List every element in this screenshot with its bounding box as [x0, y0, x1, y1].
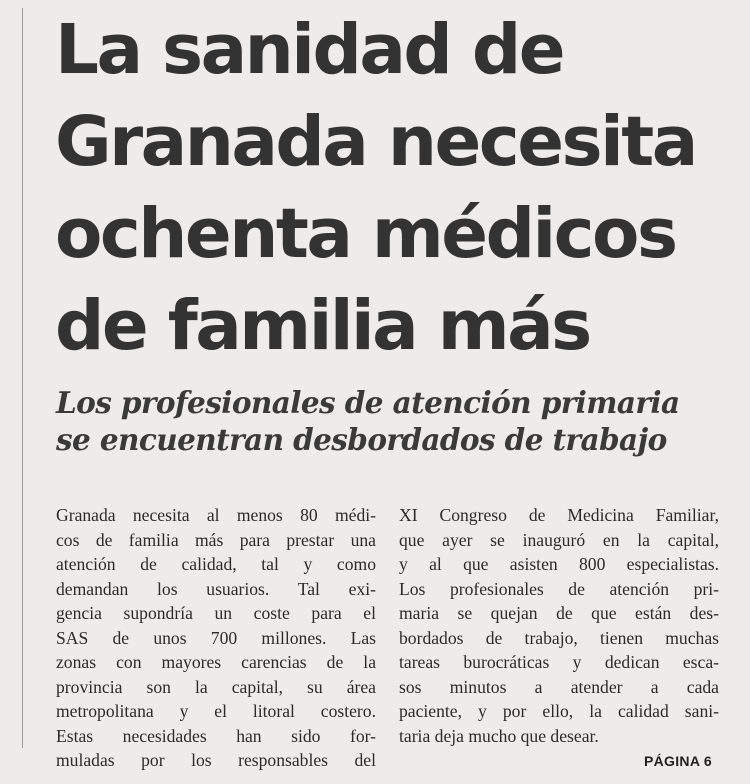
page-reference: PÁGINA 6: [643, 753, 712, 769]
body-line: muladas por los responsables del: [56, 750, 376, 770]
headline-line: ochenta médicos: [55, 194, 676, 274]
headline-line: Granada necesita: [55, 102, 696, 182]
body-column-1: [56, 503, 376, 773]
body-line: taria deja mucho que desear.: [399, 725, 599, 746]
body-line: Estas necesidades han sido for-: [56, 725, 376, 746]
subheadline-line: Los profesionales de atención primaria: [56, 385, 680, 420]
body-line: metropolitana y el litoral costero.: [56, 701, 376, 721]
body-line: Granada necesita al menos 80 médi-: [56, 505, 376, 525]
body-line: SAS de unos 700 millones. Las: [56, 627, 376, 648]
column-rule: [22, 8, 23, 748]
subheadline: [56, 384, 746, 458]
body-line: XI Congreso de Medicina Familiar,: [399, 505, 719, 525]
body-line: atención de calidad, tal y como: [56, 554, 376, 574]
body-line: Los profesionales de atención pri-: [399, 578, 719, 599]
body-line: gencia supondría un coste para el: [56, 603, 376, 623]
body-line: tareas burocráticas y dedican esca-: [399, 652, 719, 672]
body-line: y al que asisten 800 especialistas.: [399, 554, 719, 574]
body-line: sos minutos a atender a cada: [399, 676, 719, 697]
body-line: zonas con mayores carencias de la: [56, 652, 376, 672]
body-line: paciente, y por ello, la calidad sani-: [399, 701, 719, 721]
body-line: que ayer se inauguró en la capital,: [399, 529, 719, 550]
headline: [55, 4, 745, 372]
headline-line: de familia más: [55, 286, 590, 366]
subheadline-line: se encuentran desbordados de trabajo: [56, 422, 667, 457]
body-line: bordados de trabajo, tienen muchas: [399, 627, 719, 648]
body-column-2: [399, 503, 719, 748]
body-line: maria se quejan de que están des-: [399, 603, 719, 623]
headline-line: La sanidad de: [55, 10, 564, 90]
body-line: cos de familia más para prestar una: [56, 529, 376, 550]
body-line: provincia son la capital, su área: [56, 676, 376, 697]
body-line: demandan los usuarios. Tal exi-: [56, 578, 376, 599]
